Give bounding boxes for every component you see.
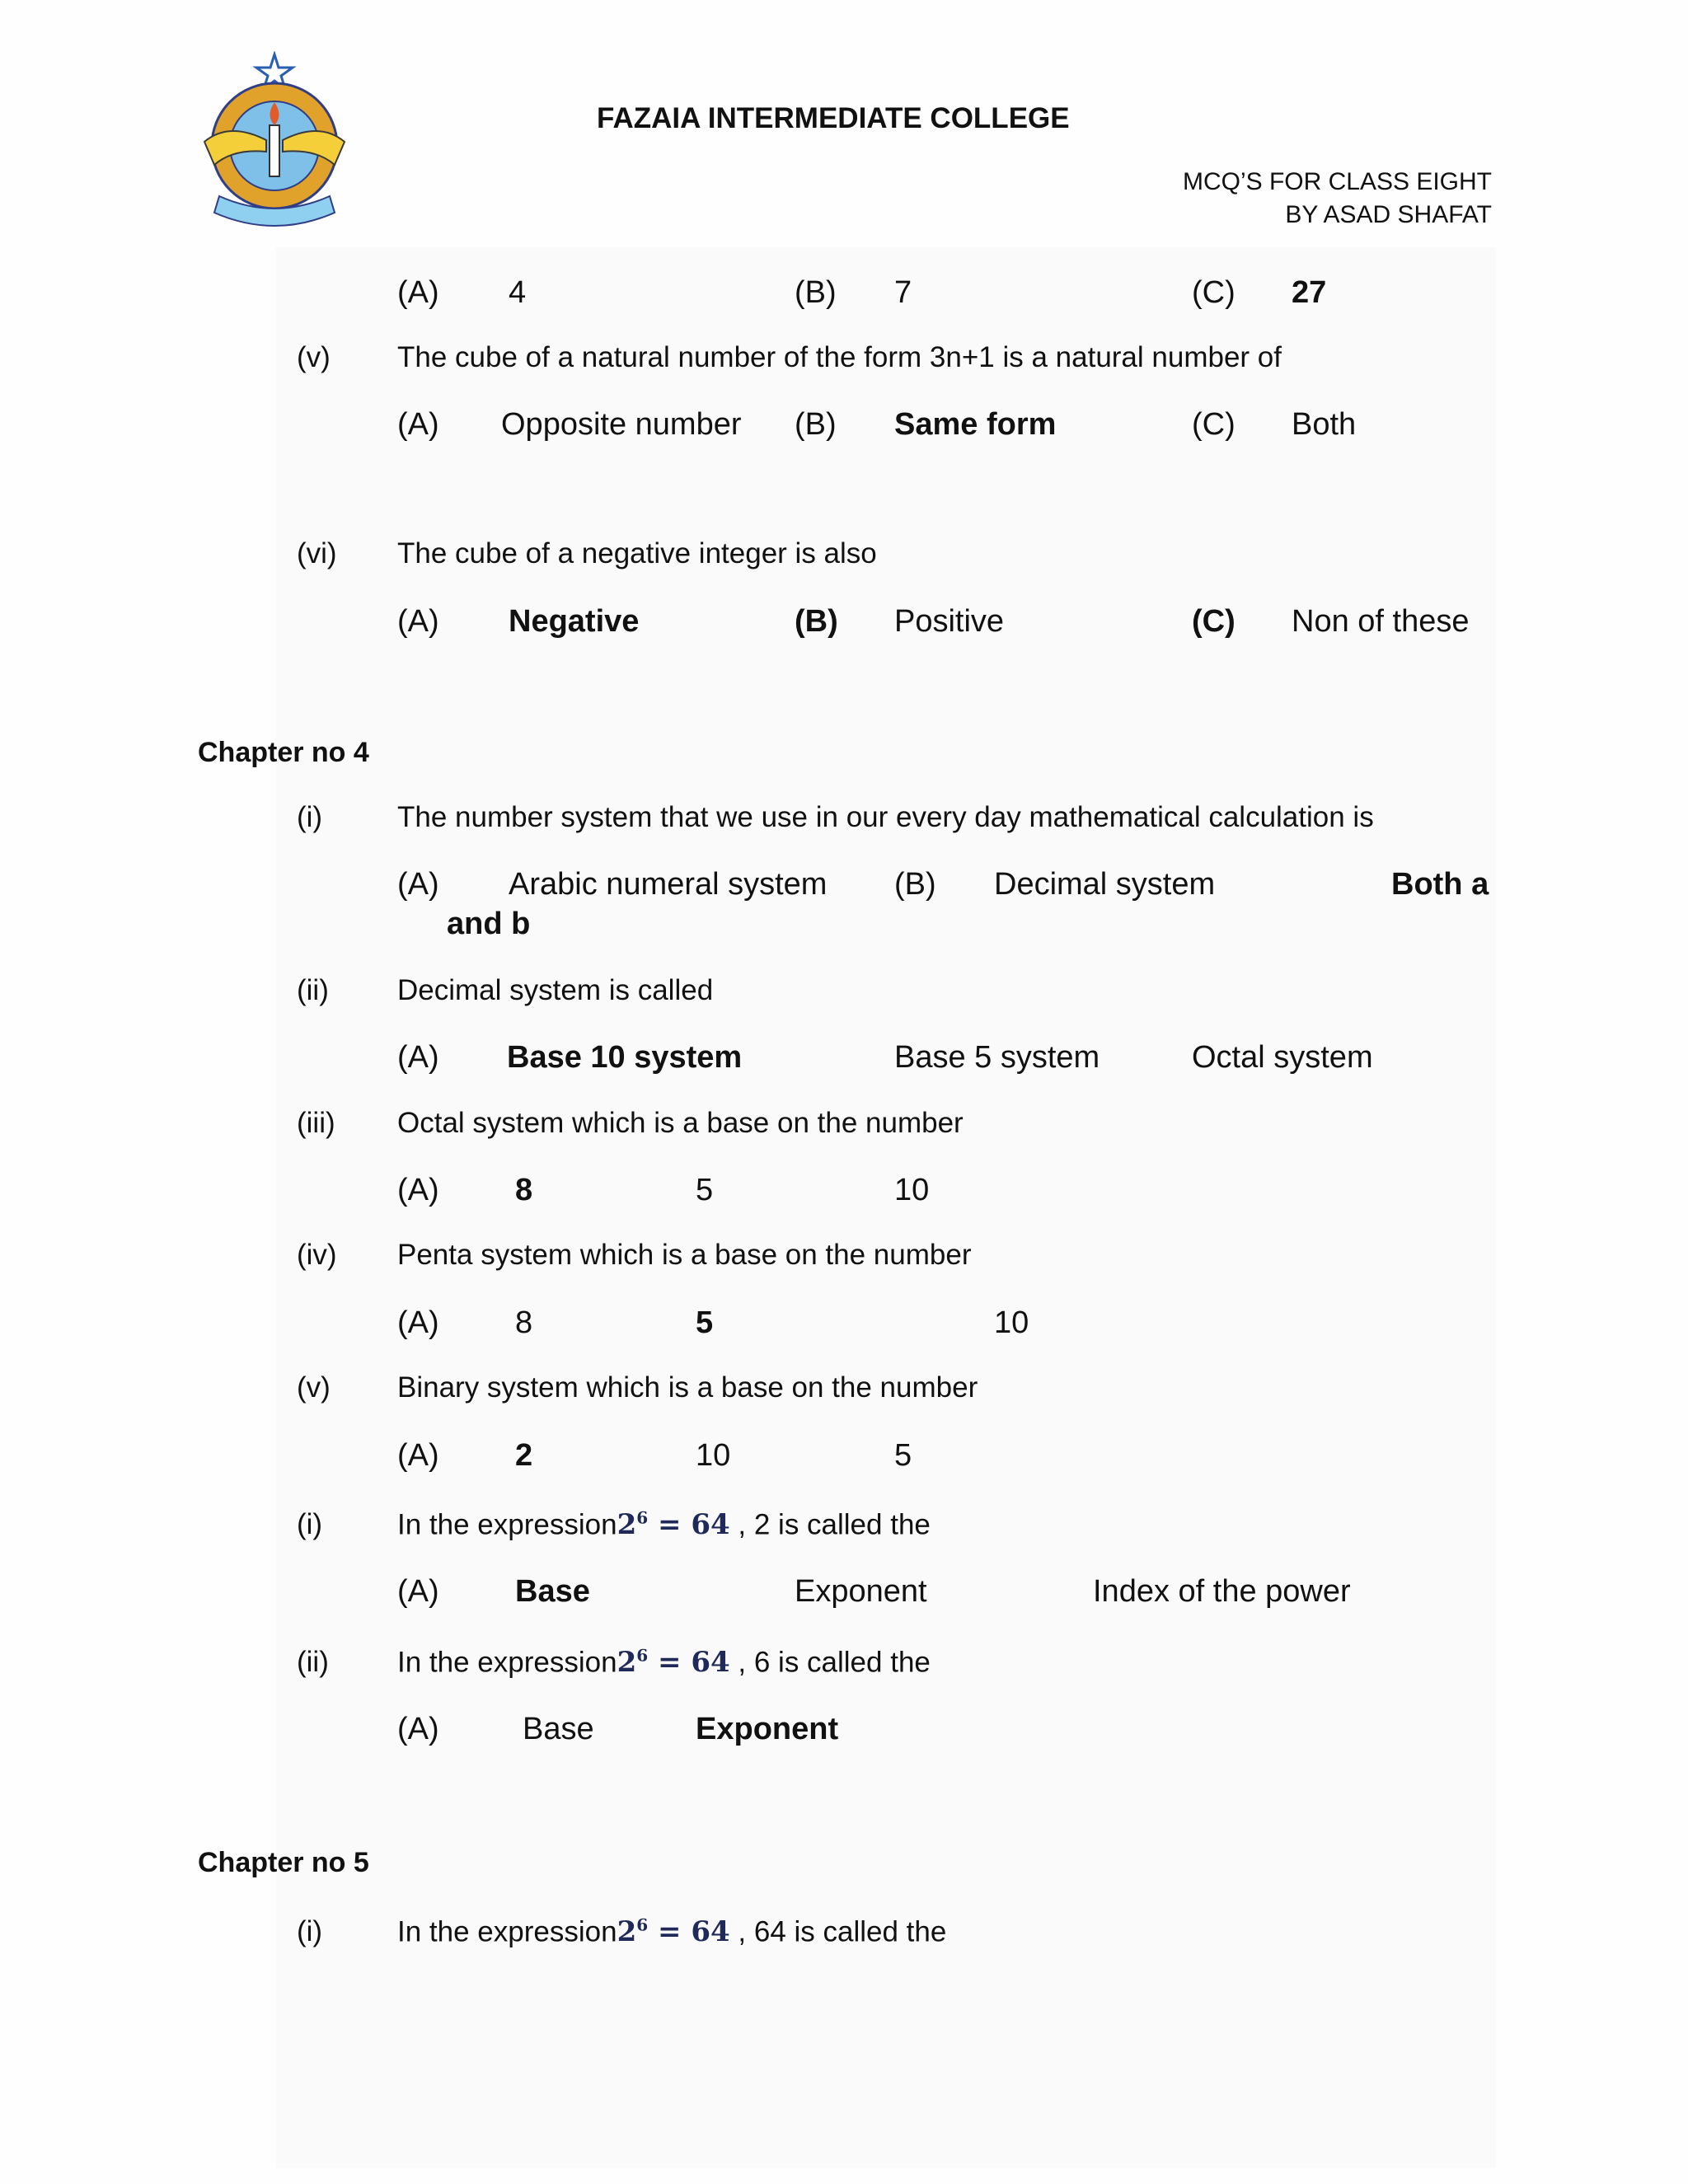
question-number: (ii) xyxy=(297,1646,329,1678)
expression-exponent: 6 xyxy=(636,1915,649,1935)
option-c-label: (C) xyxy=(1192,407,1236,442)
question-number: (ii) xyxy=(297,974,329,1006)
question-number: (iv) xyxy=(297,1239,337,1271)
expression-equals: = xyxy=(658,1915,682,1949)
question-text-after: , 64 is called the xyxy=(738,1915,947,1948)
option-c-text: 5 xyxy=(894,1438,912,1473)
option-b-text: 10 xyxy=(696,1438,731,1473)
option-b-text: 5 xyxy=(696,1173,714,1207)
option-c-text: Non of these xyxy=(1292,604,1470,639)
option-c-text-line1: Both a xyxy=(1391,867,1489,902)
option-b-label: (B) xyxy=(795,407,837,442)
option-b-text: Same form xyxy=(894,407,1057,442)
college-logo xyxy=(196,51,361,246)
option-a-label: (A) xyxy=(397,1574,439,1609)
option-c-label: (C) xyxy=(1192,275,1236,310)
option-c-text: 10 xyxy=(894,1173,930,1207)
expression-equals: = xyxy=(658,1646,682,1680)
question-number: (iii) xyxy=(297,1107,335,1139)
question-number: (v) xyxy=(297,341,331,373)
option-a-label: (A) xyxy=(397,604,439,639)
question-text xyxy=(397,1915,947,1949)
subtitle-class: MCQ’S FOR CLASS EIGHT xyxy=(1182,168,1492,195)
option-c-text: Octal system xyxy=(1192,1040,1373,1075)
expression-exponent: 6 xyxy=(636,1508,649,1528)
expression-result: 64 xyxy=(691,1646,730,1680)
question-text-after: , 6 is called the xyxy=(738,1646,931,1679)
question-number: (i) xyxy=(297,1508,323,1540)
chapter-heading: Chapter no 4 xyxy=(198,737,369,768)
expression-base: 2 xyxy=(617,1508,637,1542)
option-c-text-line2: and b xyxy=(447,907,531,941)
option-b-label: (B) xyxy=(795,604,838,639)
math-expression xyxy=(617,1508,730,1541)
question-text: Binary system which is a base on the number xyxy=(397,1371,978,1404)
math-expression xyxy=(617,1915,730,1948)
option-b-text: Exponent xyxy=(795,1574,927,1609)
expression-result: 64 xyxy=(691,1508,730,1542)
option-c-label: (C) xyxy=(1192,604,1236,639)
option-a-text: 4 xyxy=(509,275,527,310)
question-text: The number system that we use in our every day mathematical calculation is xyxy=(397,801,1374,833)
expression-base: 2 xyxy=(617,1646,637,1680)
college-name: FAZAIA INTERMEDIATE COLLEGE xyxy=(597,102,1070,134)
option-a-text: Negative xyxy=(509,604,640,639)
question-text: The cube of a natural number of the form 3n+1 is a natural number of xyxy=(397,341,1282,373)
option-a-label: (A) xyxy=(397,1712,439,1746)
option-b-label: (B) xyxy=(894,867,936,902)
option-b-text: Exponent xyxy=(696,1712,839,1746)
question-text: The cube of a negative integer is also xyxy=(397,537,877,569)
option-b-text: 5 xyxy=(696,1305,714,1340)
question-text-before: In the expression xyxy=(397,1508,617,1541)
option-a-text: Base xyxy=(515,1574,590,1609)
option-b-text: 7 xyxy=(894,275,912,310)
option-c-text: 10 xyxy=(994,1305,1029,1340)
question-text-before: In the expression xyxy=(397,1915,617,1948)
question-number: (v) xyxy=(297,1371,331,1404)
question-text: Penta system which is a base on the number xyxy=(397,1239,972,1271)
question-text xyxy=(397,1646,931,1680)
option-b-text: Base 5 system xyxy=(894,1040,1100,1075)
option-a-text: Base xyxy=(523,1712,594,1746)
page-shade xyxy=(276,247,1496,2168)
expression-base: 2 xyxy=(617,1915,637,1949)
option-a-label: (A) xyxy=(397,275,439,310)
question-number: (i) xyxy=(297,1915,323,1947)
expression-equals: = xyxy=(658,1508,682,1542)
option-b-text: Positive xyxy=(894,604,1005,639)
option-a-text: Opposite number xyxy=(501,407,742,442)
option-c-text: Index of the power xyxy=(1093,1574,1351,1609)
question-text-before: In the expression xyxy=(397,1646,617,1679)
expression-exponent: 6 xyxy=(636,1646,649,1666)
option-a-text: Base 10 system xyxy=(507,1040,743,1075)
option-b-label: (B) xyxy=(795,275,837,310)
question-number: (vi) xyxy=(297,537,337,569)
subtitle-author: BY ASAD SHAFAT xyxy=(1285,201,1492,228)
option-a-label: (A) xyxy=(397,1173,439,1207)
option-a-label: (A) xyxy=(397,1305,439,1340)
chapter-heading: Chapter no 5 xyxy=(198,1847,369,1878)
option-b-text: Decimal system xyxy=(994,867,1216,902)
option-a-text: Arabic numeral system xyxy=(509,867,828,902)
option-c-text: Both xyxy=(1292,407,1357,442)
question-text xyxy=(397,1508,931,1542)
expression-result: 64 xyxy=(691,1915,730,1949)
option-a-text: 8 xyxy=(515,1305,533,1340)
option-a-label: (A) xyxy=(397,1438,439,1473)
option-a-text: 8 xyxy=(515,1173,533,1207)
option-a-label: (A) xyxy=(397,867,439,902)
option-a-label: (A) xyxy=(397,1040,439,1075)
question-number: (i) xyxy=(297,801,323,833)
option-c-text: 27 xyxy=(1292,275,1327,310)
math-expression xyxy=(617,1646,730,1679)
option-a-label: (A) xyxy=(397,407,439,442)
question-text: Decimal system is called xyxy=(397,974,714,1006)
option-a-text: 2 xyxy=(515,1438,533,1473)
question-text-after: , 2 is called the xyxy=(738,1508,931,1541)
question-text: Octal system which is a base on the number xyxy=(397,1107,964,1139)
